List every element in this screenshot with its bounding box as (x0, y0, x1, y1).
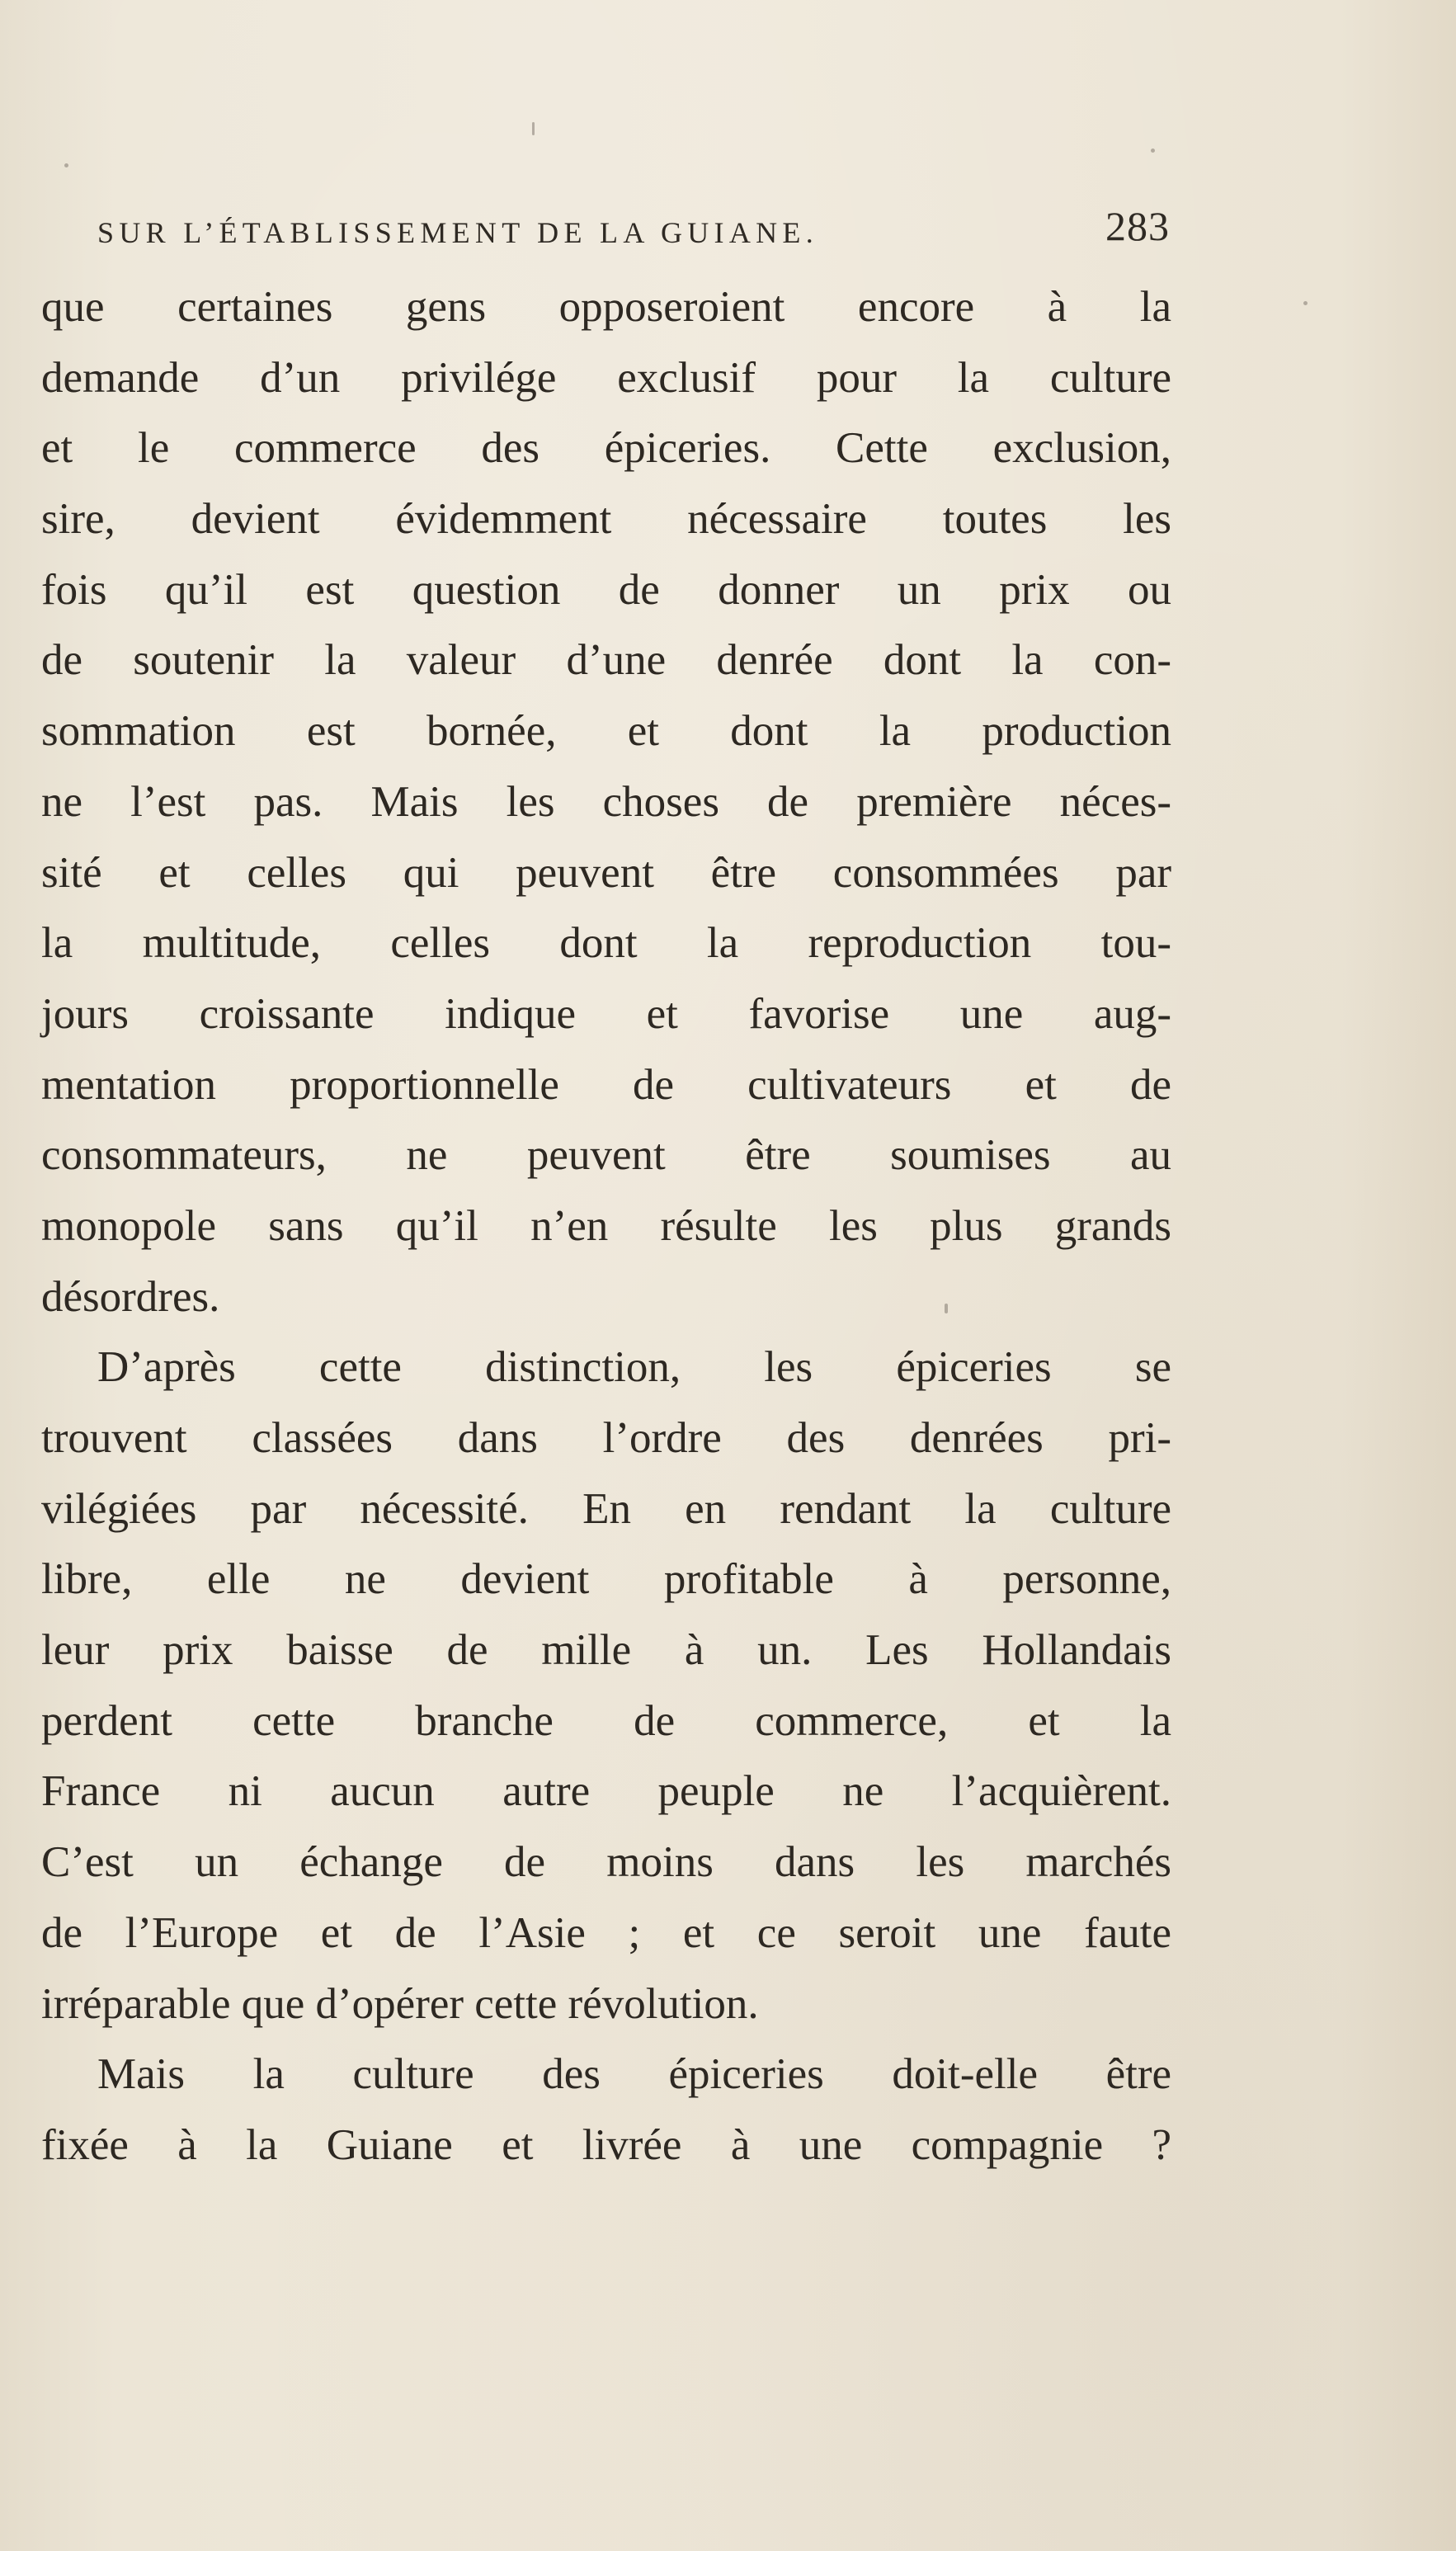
paragraph (41, 1332, 1171, 2039)
text-line: leur prix baisse de mille à un. Les Hollandais (41, 1626, 1171, 1675)
text-line: et le commerce des épiceries. Cette exclusion, (41, 424, 1171, 473)
text-line: sommation est bornée, et dont la production (41, 707, 1171, 756)
text-line: vilégiées par nécessité. En en rendant la culture (41, 1484, 1171, 1533)
text-line: que certaines gens opposeroient encore à la (41, 283, 1171, 331)
text-line: mentation proportionnelle de cultivateurs et de (41, 1060, 1171, 1109)
paper-speck (1151, 149, 1155, 153)
paper-speck (1303, 301, 1308, 305)
text-line: perdent cette branche de commerce, et la (41, 1696, 1171, 1745)
text-line: C’est un échange de moins dans les marchés (41, 1838, 1171, 1887)
text-line: monopole sans qu’il n’en résulte les plus grands (41, 1201, 1171, 1250)
text-line: sire, devient évidemment nécessaire toutes les (41, 495, 1171, 544)
text-line: désordres. (41, 1272, 220, 1321)
text-line: demande d’un privilége exclusif pour la culture (41, 353, 1171, 402)
running-title: SUR L’ÉTABLISSEMENT DE LA GUIANE. (97, 216, 819, 249)
body-text (41, 272, 1171, 2181)
text-line: ne l’est pas. Mais les choses de première néces- (41, 777, 1171, 826)
paper-speck (532, 122, 535, 135)
text-line: jours croissante indique et favorise une aug- (41, 989, 1171, 1038)
text-line: consommateurs, ne peuvent être soumises au (41, 1131, 1171, 1180)
text-line: de l’Europe et de l’Asie ; et ce seroit une faute (41, 1908, 1171, 1957)
paper-speck (64, 163, 68, 167)
text-line: de soutenir la valeur d’une denrée dont la con- (41, 636, 1171, 685)
text-line: la multitude, celles dont la reproduction tou- (41, 919, 1171, 968)
text-line: fois qu’il est question de donner un prix ou (41, 565, 1171, 614)
text-line: D’après cette distinction, les épiceries se (97, 1343, 1171, 1392)
text-line: irréparable que d’opérer cette révolution. (41, 1979, 759, 2028)
paragraph (41, 272, 1171, 1332)
text-line: libre, elle ne devient profitable à personne, (41, 1555, 1171, 1604)
text-line: fixée à la Guiane et livrée à une compagnie ? (41, 2120, 1171, 2169)
paragraph (41, 2039, 1171, 2181)
text-line: Mais la culture des épiceries doit-elle être (97, 2050, 1171, 2099)
text-line: trouvent classées dans l’ordre des denrées pri- (41, 1414, 1171, 1462)
page-number: 283 (1105, 203, 1170, 249)
text-line: sité et celles qui peuvent être consommées par (41, 848, 1171, 897)
running-head (97, 203, 1170, 260)
text-line: France ni aucun autre peuple ne l’acquièrent. (41, 1767, 1171, 1816)
